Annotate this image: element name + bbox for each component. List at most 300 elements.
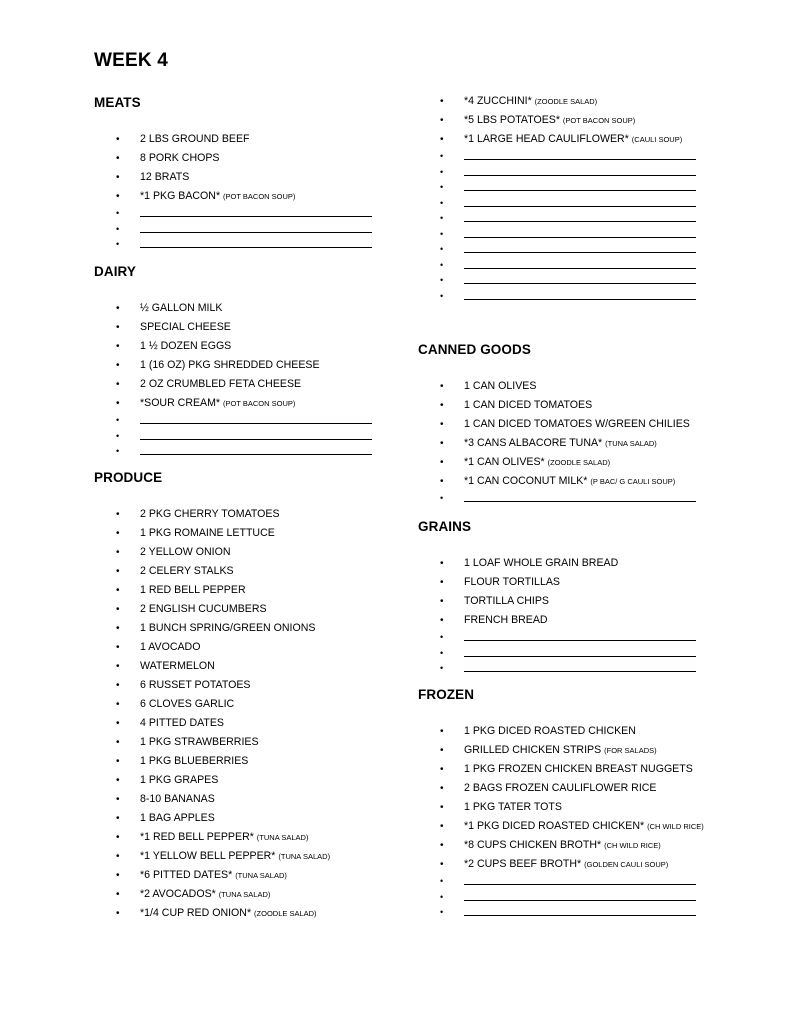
bullet-icon: • bbox=[116, 794, 120, 805]
underline bbox=[140, 232, 372, 233]
bullet-icon: • bbox=[440, 115, 444, 126]
list-item bbox=[418, 111, 708, 130]
item-text bbox=[140, 168, 189, 187]
underline bbox=[140, 216, 372, 217]
bullet-icon: • bbox=[116, 889, 120, 900]
item-label: *1 YELLOW BELL PEPPER* bbox=[140, 850, 276, 862]
list-item bbox=[94, 733, 384, 752]
list-item bbox=[418, 779, 708, 798]
list-item bbox=[418, 453, 708, 472]
bullet-icon: • bbox=[116, 547, 120, 558]
blank-entry-line[interactable] bbox=[418, 242, 708, 258]
item-text bbox=[140, 771, 218, 790]
bullet-icon: • bbox=[116, 208, 120, 218]
item-text bbox=[140, 375, 301, 394]
item-label: 1 PKG TATER TOTS bbox=[464, 801, 562, 813]
list-item bbox=[94, 562, 384, 581]
bullet-icon: • bbox=[440, 182, 444, 192]
item-list bbox=[418, 554, 708, 677]
item-label: *1 CAN COCONUT MILK* bbox=[464, 475, 588, 487]
blank-entry-line[interactable] bbox=[418, 196, 708, 212]
list-item bbox=[418, 817, 708, 836]
item-label: FRENCH BREAD bbox=[464, 614, 548, 626]
item-label: TORTILLA CHIPS bbox=[464, 595, 549, 607]
item-note: (CAULI SOUP) bbox=[631, 135, 683, 144]
bullet-icon: • bbox=[440, 290, 444, 301]
underline bbox=[464, 656, 696, 657]
item-label: 2 LBS GROUND BEEF bbox=[140, 133, 250, 145]
blank-entry-line[interactable] bbox=[94, 206, 384, 222]
bullet-icon: • bbox=[116, 737, 120, 748]
section-grains bbox=[418, 519, 708, 677]
list-item bbox=[94, 885, 384, 904]
list-item bbox=[94, 337, 384, 356]
section-produce bbox=[94, 470, 384, 923]
bullet-icon: • bbox=[440, 745, 444, 756]
section-heading: GRAINS bbox=[418, 519, 472, 534]
list-item bbox=[94, 187, 384, 206]
bullet-icon: • bbox=[116, 718, 120, 729]
item-label: SPECIAL CHEESE bbox=[140, 321, 231, 333]
list-item bbox=[94, 714, 384, 733]
item-label: 1 CAN DICED TOMATOES bbox=[464, 399, 593, 411]
item-label: 1 PKG DICED ROASTED CHICKEN bbox=[464, 725, 636, 737]
blank-entry-line[interactable] bbox=[418, 905, 708, 921]
bullet-icon: • bbox=[116, 172, 120, 183]
item-label: *8 CUPS CHICKEN BROTH* bbox=[464, 839, 602, 851]
item-label: WATERMELON bbox=[140, 660, 215, 672]
item-note: (CH WILD RICE) bbox=[604, 841, 661, 850]
list-item bbox=[94, 356, 384, 375]
underline bbox=[464, 900, 696, 901]
item-label: *2 CUPS BEEF BROTH* bbox=[464, 858, 582, 870]
item-text bbox=[140, 676, 250, 695]
list-item bbox=[94, 130, 384, 149]
item-label: FLOUR TORTILLAS bbox=[464, 576, 560, 588]
item-text bbox=[464, 798, 562, 817]
item-text bbox=[140, 638, 200, 657]
item-label: *3 CANS ALBACORE TUNA* bbox=[464, 437, 603, 449]
blank-entry-line[interactable] bbox=[418, 646, 708, 662]
item-label: *1 PKG DICED ROASTED CHICKEN* bbox=[464, 820, 645, 832]
bullet-icon: • bbox=[116, 303, 120, 314]
item-text bbox=[140, 828, 308, 847]
item-list bbox=[94, 505, 384, 923]
item-note: (ZOODLE SALAD) bbox=[254, 909, 317, 918]
list-item bbox=[94, 752, 384, 771]
bullet-icon: • bbox=[116, 223, 120, 234]
item-label: 2 CELERY STALKS bbox=[140, 565, 234, 577]
bullet-icon: • bbox=[116, 566, 120, 577]
section-heading: MEATS bbox=[94, 95, 141, 110]
item-text bbox=[464, 592, 549, 611]
bullet-icon: • bbox=[116, 832, 120, 843]
list-item bbox=[94, 904, 384, 923]
item-text bbox=[140, 866, 287, 885]
bullet-icon: • bbox=[116, 775, 120, 786]
item-text bbox=[140, 619, 315, 638]
bullet-icon: • bbox=[116, 604, 120, 615]
item-list bbox=[418, 377, 708, 507]
underline bbox=[464, 175, 696, 176]
bullet-icon: • bbox=[440, 259, 444, 270]
blank-entry-line[interactable] bbox=[418, 630, 708, 646]
bullet-icon: • bbox=[116, 813, 120, 824]
list-item bbox=[418, 798, 708, 817]
bullet-icon: • bbox=[116, 756, 120, 767]
bullet-icon: • bbox=[116, 680, 120, 691]
item-label: *SOUR CREAM* bbox=[140, 397, 221, 409]
item-text bbox=[140, 695, 234, 714]
section-canned-goods bbox=[418, 342, 708, 507]
list-item bbox=[418, 554, 708, 573]
bullet-icon: • bbox=[440, 400, 444, 411]
item-label: 1 LOAF WHOLE GRAIN BREAD bbox=[464, 557, 619, 569]
bullet-icon: • bbox=[440, 197, 444, 208]
item-label: 2 OZ CRUMBLED FETA CHEESE bbox=[140, 378, 302, 390]
bullet-icon: • bbox=[440, 783, 444, 794]
item-text bbox=[464, 855, 668, 874]
bullet-icon: • bbox=[440, 596, 444, 607]
item-text bbox=[140, 752, 248, 771]
list-item bbox=[418, 396, 708, 415]
bullet-icon: • bbox=[440, 438, 444, 449]
list-item bbox=[418, 722, 708, 741]
list-item bbox=[94, 168, 384, 187]
underline bbox=[140, 439, 372, 440]
item-text bbox=[140, 524, 275, 543]
item-label: *4 ZUCCHINI* bbox=[464, 95, 532, 107]
item-list bbox=[94, 130, 384, 253]
item-label: *1 CAN OLIVES* bbox=[464, 456, 545, 468]
list-item bbox=[94, 318, 384, 337]
item-list bbox=[418, 92, 708, 304]
item-text bbox=[140, 543, 230, 562]
bullet-icon: • bbox=[116, 398, 120, 409]
bullet-icon: • bbox=[116, 585, 120, 596]
list-item bbox=[94, 543, 384, 562]
item-text bbox=[140, 299, 222, 318]
item-label: 1 BUNCH SPRING/GREEN ONIONS bbox=[140, 622, 316, 634]
bullet-icon: • bbox=[440, 615, 444, 626]
item-text bbox=[140, 356, 320, 375]
item-label: 1 PKG BLUEBERRIES bbox=[140, 755, 249, 767]
item-label: 2 PKG CHERRY TOMATOES bbox=[140, 508, 280, 520]
bullet-icon: • bbox=[440, 891, 444, 902]
underline bbox=[464, 501, 696, 502]
item-label: 4 PITTED DATES bbox=[140, 717, 224, 729]
item-text bbox=[464, 611, 548, 630]
bullet-icon: • bbox=[440, 632, 444, 642]
list-item bbox=[418, 472, 708, 491]
list-item bbox=[94, 619, 384, 638]
item-text bbox=[464, 130, 682, 149]
list-item bbox=[94, 695, 384, 714]
bullet-icon: • bbox=[440, 244, 444, 254]
list-item bbox=[94, 581, 384, 600]
item-note: (POT BACON SOUP) bbox=[223, 399, 296, 408]
item-label: 1 PKG ROMAINE LETTUCE bbox=[140, 527, 275, 539]
list-item bbox=[418, 836, 708, 855]
item-label: *1 RED BELL PEPPER* bbox=[140, 831, 254, 843]
bullet-icon: • bbox=[440, 134, 444, 145]
item-text bbox=[140, 562, 234, 581]
underline bbox=[464, 299, 696, 300]
item-label: 6 CLOVES GARLIC bbox=[140, 698, 235, 710]
bullet-icon: • bbox=[440, 907, 444, 917]
bullet-icon: • bbox=[116, 851, 120, 862]
item-label: *2 AVOCADOS* bbox=[140, 888, 216, 900]
item-label: 1 PKG GRAPES bbox=[140, 774, 219, 786]
section-heading: FROZEN bbox=[418, 687, 475, 702]
item-label: 2 YELLOW ONION bbox=[140, 546, 231, 558]
list-item bbox=[94, 505, 384, 524]
blank-entry-line[interactable] bbox=[418, 258, 708, 274]
bullet-icon: • bbox=[440, 558, 444, 569]
item-label: 1 PKG STRAWBERRIES bbox=[140, 736, 259, 748]
item-text bbox=[464, 779, 656, 798]
blank-entry-line[interactable] bbox=[418, 227, 708, 243]
item-text bbox=[464, 836, 661, 855]
bullet-icon: • bbox=[116, 642, 120, 653]
list-item bbox=[94, 657, 384, 676]
bullet-icon: • bbox=[440, 802, 444, 813]
item-text bbox=[140, 318, 231, 337]
underline bbox=[464, 159, 696, 160]
item-text bbox=[464, 377, 536, 396]
section-heading: CANNED GOODS bbox=[418, 342, 531, 357]
bullet-icon: • bbox=[116, 191, 120, 202]
list-item bbox=[94, 828, 384, 847]
item-label: 1 CAN DICED TOMATOES W/GREEN CHILIES bbox=[464, 418, 690, 430]
bullet-icon: • bbox=[440, 840, 444, 851]
item-text bbox=[140, 790, 215, 809]
blank-entry-line[interactable] bbox=[418, 149, 708, 165]
item-text bbox=[464, 741, 657, 760]
underline bbox=[464, 640, 696, 641]
item-text bbox=[464, 573, 560, 592]
item-text bbox=[140, 714, 224, 733]
bullet-icon: • bbox=[440, 96, 444, 107]
blank-entry-line[interactable] bbox=[418, 211, 708, 227]
item-list bbox=[418, 722, 708, 921]
list-item bbox=[94, 375, 384, 394]
bullet-icon: • bbox=[440, 381, 444, 392]
bullet-icon: • bbox=[440, 457, 444, 468]
item-note: (TUNA SALAD) bbox=[218, 890, 271, 899]
list-item bbox=[418, 415, 708, 434]
item-note: (GOLDEN CAULI SOUP) bbox=[584, 860, 669, 869]
item-note: (TUNA SALAD) bbox=[256, 833, 309, 842]
item-label: 2 BAGS FROZEN CAULIFLOWER RICE bbox=[464, 782, 657, 794]
list-item bbox=[418, 130, 708, 149]
list-item bbox=[418, 855, 708, 874]
underline bbox=[464, 884, 696, 885]
underline bbox=[464, 206, 696, 207]
item-label: 2 ENGLISH CUCUMBERS bbox=[140, 603, 267, 615]
item-label: 8-10 BANANAS bbox=[140, 793, 215, 805]
bullet-icon: • bbox=[440, 166, 444, 177]
list-item bbox=[418, 741, 708, 760]
bullet-icon: • bbox=[440, 663, 444, 673]
item-text bbox=[140, 187, 295, 206]
item-label: 12 BRATS bbox=[140, 171, 190, 183]
blank-entry-line[interactable] bbox=[94, 222, 384, 238]
bullet-icon: • bbox=[116, 661, 120, 672]
item-note: (P BAC/ G CAULI SOUP) bbox=[590, 477, 676, 486]
item-label: 1 RED BELL PEPPER bbox=[140, 584, 246, 596]
list-item bbox=[418, 573, 708, 592]
list-item bbox=[94, 149, 384, 168]
item-text bbox=[140, 885, 270, 904]
item-text bbox=[464, 453, 610, 472]
underline bbox=[140, 423, 372, 424]
list-item bbox=[94, 676, 384, 695]
bullet-icon: • bbox=[116, 528, 120, 539]
blank-entry-line[interactable] bbox=[418, 661, 708, 677]
bullet-icon: • bbox=[440, 476, 444, 487]
item-text bbox=[140, 581, 246, 600]
item-note: (TUNA SALAD) bbox=[605, 439, 657, 448]
item-text bbox=[464, 111, 635, 130]
item-text bbox=[464, 472, 675, 491]
item-label: 1 BAG APPLES bbox=[140, 812, 215, 824]
list-item bbox=[94, 866, 384, 885]
bullet-icon: • bbox=[116, 908, 120, 919]
underline bbox=[464, 671, 696, 672]
blank-entry-line[interactable] bbox=[418, 491, 708, 507]
list-item bbox=[94, 790, 384, 809]
bullet-icon: • bbox=[116, 153, 120, 164]
list-item bbox=[94, 524, 384, 543]
item-label: 1 (16 OZ) PKG SHREDDED CHEESE bbox=[140, 359, 320, 371]
bullet-icon: • bbox=[116, 379, 120, 390]
bullet-icon: • bbox=[440, 151, 444, 161]
item-label: 1 PKG FROZEN CHICKEN BREAST NUGGETS bbox=[464, 763, 693, 775]
blank-entry-line[interactable] bbox=[94, 237, 384, 253]
item-label: 8 PORK CHOPS bbox=[140, 152, 220, 164]
item-label: *6 PITTED DATES* bbox=[140, 869, 233, 881]
item-label: *1 LARGE HEAD CAULIFLOWER* bbox=[464, 133, 629, 145]
list-item bbox=[94, 299, 384, 318]
bullet-icon: • bbox=[116, 870, 120, 881]
item-text bbox=[140, 337, 231, 356]
bullet-icon: • bbox=[116, 322, 120, 333]
blank-entry-line[interactable] bbox=[94, 413, 384, 429]
item-note: (TUNA SALAD) bbox=[278, 852, 331, 861]
item-label: 6 RUSSET POTATOES bbox=[140, 679, 251, 691]
list-item bbox=[94, 600, 384, 619]
section-heading: PRODUCE bbox=[94, 470, 163, 485]
list-item bbox=[418, 592, 708, 611]
item-label: GRILLED CHICKEN STRIPS bbox=[464, 744, 602, 756]
item-text bbox=[464, 817, 704, 836]
blank-entry-line[interactable] bbox=[418, 890, 708, 906]
list-item bbox=[418, 377, 708, 396]
item-text bbox=[140, 809, 215, 828]
list-item bbox=[94, 394, 384, 413]
item-note: (CH WILD RICE) bbox=[647, 822, 704, 831]
item-text bbox=[140, 394, 295, 413]
section-meats bbox=[94, 95, 384, 253]
bullet-icon: • bbox=[116, 134, 120, 145]
bullet-icon: • bbox=[116, 699, 120, 710]
item-list bbox=[94, 299, 384, 460]
bullet-icon: • bbox=[116, 341, 120, 352]
item-text bbox=[140, 657, 215, 676]
item-text bbox=[140, 600, 267, 619]
blank-entry-line[interactable] bbox=[418, 273, 708, 289]
blank-entry-line[interactable] bbox=[94, 444, 384, 460]
blank-entry-line[interactable] bbox=[418, 289, 708, 305]
bullet-icon: • bbox=[116, 360, 120, 371]
item-text bbox=[464, 415, 690, 434]
list-item bbox=[418, 434, 708, 453]
bullet-icon: • bbox=[440, 859, 444, 870]
underline bbox=[464, 221, 696, 222]
bullet-icon: • bbox=[440, 419, 444, 430]
underline bbox=[464, 252, 696, 253]
item-note: (ZOODLE SALAD) bbox=[534, 97, 598, 106]
page-title: WEEK 4 bbox=[94, 50, 169, 71]
blank-entry-line[interactable] bbox=[418, 874, 708, 890]
item-note: (ZOODLE SALAD) bbox=[547, 458, 611, 467]
item-label: *5 LBS POTATOES* bbox=[464, 114, 560, 126]
item-note: (POT BACON SOUP) bbox=[562, 116, 636, 125]
bullet-icon: • bbox=[440, 577, 444, 588]
underline bbox=[140, 454, 372, 455]
item-label: ½ GALLON MILK bbox=[140, 302, 223, 314]
bullet-icon: • bbox=[440, 275, 444, 285]
item-text bbox=[464, 434, 657, 453]
bullet-icon: • bbox=[116, 415, 120, 425]
item-label: *1 PKG BACON* bbox=[140, 190, 221, 202]
item-text bbox=[140, 847, 330, 866]
bullet-icon: • bbox=[116, 623, 120, 634]
item-text bbox=[140, 904, 317, 923]
blank-entry-line[interactable] bbox=[418, 165, 708, 181]
list-item bbox=[94, 847, 384, 866]
bullet-icon: • bbox=[116, 239, 120, 249]
bullet-icon: • bbox=[440, 876, 444, 886]
item-label: *1/4 CUP RED ONION* bbox=[140, 907, 252, 919]
underline bbox=[464, 268, 696, 269]
underline bbox=[140, 247, 372, 248]
item-label: 1 CAN OLIVES bbox=[464, 380, 537, 392]
section-produce-continued bbox=[418, 92, 708, 304]
bullet-icon: • bbox=[116, 446, 120, 456]
section-dairy bbox=[94, 264, 384, 460]
item-note: (FOR SALADS) bbox=[604, 746, 657, 755]
bullet-icon: • bbox=[440, 647, 444, 658]
bullet-icon: • bbox=[440, 228, 444, 239]
blank-entry-line[interactable] bbox=[94, 429, 384, 445]
list-item bbox=[418, 760, 708, 779]
underline bbox=[464, 915, 696, 916]
blank-entry-line[interactable] bbox=[418, 180, 708, 196]
item-text bbox=[464, 396, 592, 415]
list-item bbox=[418, 611, 708, 630]
item-text bbox=[140, 505, 280, 524]
item-label: 1 AVOCADO bbox=[140, 641, 201, 653]
item-note: (TUNA SALAD) bbox=[235, 871, 287, 880]
item-text bbox=[140, 733, 259, 752]
bullet-icon: • bbox=[440, 821, 444, 832]
item-text bbox=[464, 760, 693, 779]
bullet-icon: • bbox=[116, 509, 120, 520]
bullet-icon: • bbox=[440, 726, 444, 737]
list-item bbox=[94, 638, 384, 657]
